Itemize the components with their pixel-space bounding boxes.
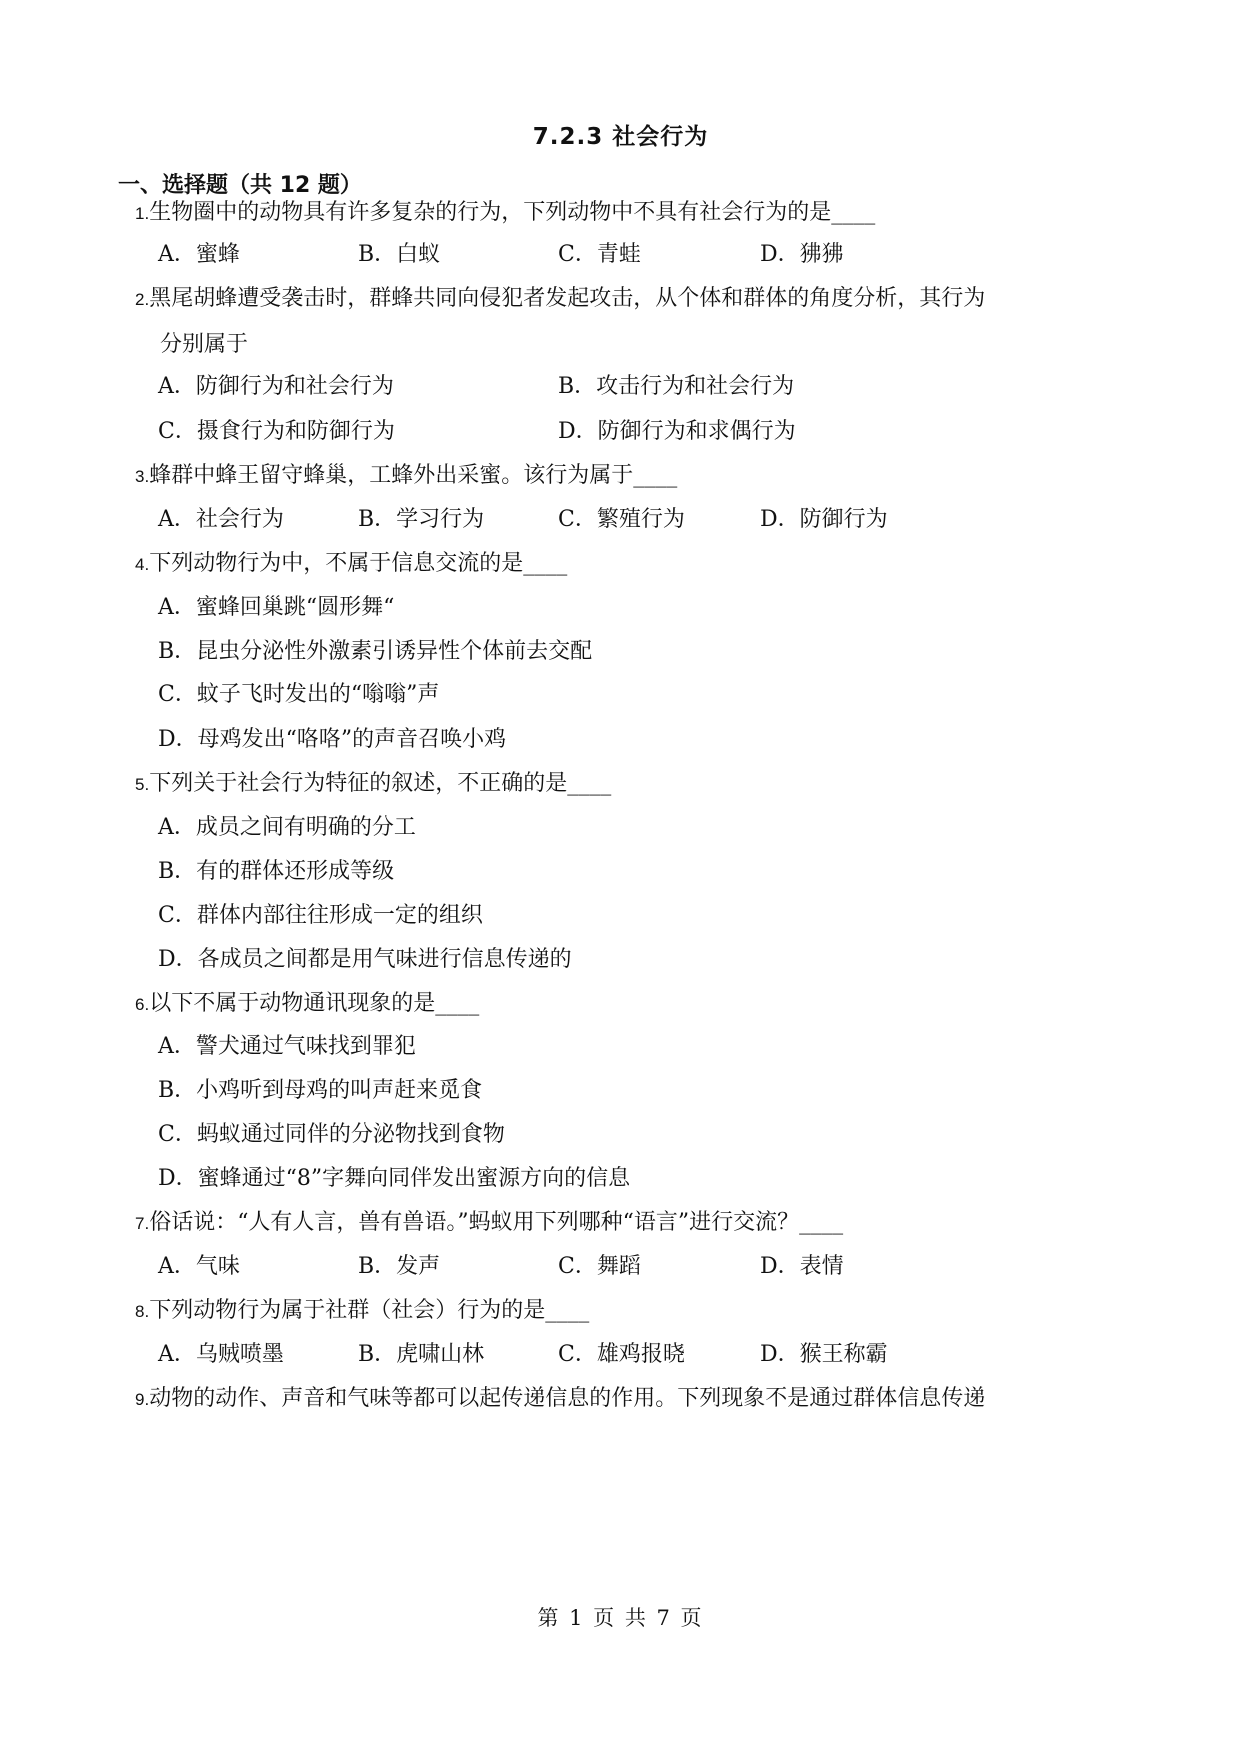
- option-d: D．蜜蜂通过“8”字舞向同伴发出蜜源方向的信息: [158, 1166, 631, 1191]
- option-b: B．攻击行为和社会行为: [558, 374, 795, 399]
- question-text: 以下不属于动物通讯现象的是____: [149, 991, 480, 1016]
- option-c: C．摄食行为和防御行为: [158, 419, 395, 444]
- option-c: C．繁殖行为: [558, 507, 685, 532]
- option-c: C．舞蹈: [558, 1254, 641, 1279]
- option-a: A．气味: [158, 1254, 240, 1279]
- question-text: 下列动物行为属于社群（社会）行为的是____: [149, 1298, 590, 1323]
- option-b: B．发声: [358, 1254, 441, 1279]
- question-number: 5.: [135, 775, 150, 794]
- option-d: D．各成员之间都是用气味进行信息传递的: [158, 947, 572, 972]
- question-text: 黑尾胡蜂遭受袭击时，群蜂共同向侵犯者发起攻击，从个体和群体的角度分析，其行为: [149, 286, 986, 311]
- question-5: [135, 771, 611, 798]
- question-number: 1.: [135, 204, 150, 223]
- option-c: C．群体内部往往形成一定的组织: [158, 903, 483, 928]
- option-c: C．青蛙: [558, 242, 641, 267]
- option-b: B．有的群体还形成等级: [158, 859, 395, 884]
- question-number: 6.: [135, 995, 150, 1014]
- option-b: B．学习行为: [358, 507, 485, 532]
- question-number: 3.: [135, 467, 150, 486]
- question-number: 2.: [135, 290, 150, 309]
- option-a: A．警犬通过气味找到罪犯: [158, 1034, 416, 1059]
- option-c: C．蚊子飞时发出的“嗡嗡”声: [158, 682, 440, 707]
- question-number: 8.: [135, 1302, 150, 1321]
- question-7: [135, 1210, 843, 1237]
- option-a: A．蜜蜂回巢跳“圆形舞“: [158, 595, 395, 620]
- question-number: 9.: [135, 1390, 150, 1409]
- question-2: [135, 286, 985, 313]
- option-a: A．蜜蜂: [158, 242, 240, 267]
- question-text: 下列动物行为中，不属于信息交流的是____: [149, 551, 568, 576]
- option-a: A．乌贼喷墨: [158, 1342, 284, 1367]
- question-text-continued: 分别属于: [160, 332, 249, 357]
- question-text: 动物的动作、声音和气味等都可以起传递信息的作用。下列现象不是通过群体信息传递: [149, 1386, 986, 1411]
- option-d: D．防御行为: [760, 507, 888, 532]
- question-6: [135, 991, 479, 1018]
- option-d: D．表情: [760, 1254, 844, 1279]
- option-a: A．防御行为和社会行为: [158, 374, 394, 399]
- question-text: 生物圈中的动物具有许多复杂的行为，下列动物中不具有社会行为的是____: [149, 200, 876, 225]
- question-number: 4.: [135, 555, 150, 574]
- page-footer: 第 1 页 共 7 页: [537, 1606, 704, 1630]
- option-d: D．猴王称霸: [760, 1342, 888, 1367]
- option-a: A．成员之间有明确的分工: [158, 815, 416, 840]
- question-3: [135, 463, 677, 490]
- option-b: B．昆虫分泌性外激素引诱异性个体前去交配: [158, 639, 593, 664]
- option-d: D．防御行为和求偶行为: [558, 419, 796, 444]
- question-text: 蜂群中蜂王留守蜂巢，工蜂外出采蜜。该行为属于____: [149, 463, 678, 488]
- option-b: B．虎啸山林: [358, 1342, 485, 1367]
- option-d: D．母鸡发出“咯咯”的声音召唤小鸡: [158, 727, 507, 752]
- option-b: B．白蚁: [358, 242, 441, 267]
- option-d: D．狒狒: [760, 242, 844, 267]
- page-title: 7.2.3 社会行为: [532, 124, 709, 150]
- question-8: [135, 1298, 589, 1325]
- question-9: [135, 1386, 985, 1413]
- section-heading: 一、选择题（共 12 题）: [118, 173, 362, 198]
- question-1: [135, 200, 875, 227]
- option-a: A．社会行为: [158, 507, 284, 532]
- option-c: C．雄鸡报晓: [558, 1342, 685, 1367]
- option-c: C．蚂蚁通过同伴的分泌物找到食物: [158, 1122, 505, 1147]
- option-b: B．小鸡听到母鸡的叫声赶来觅食: [158, 1078, 483, 1103]
- question-4: [135, 551, 567, 578]
- question-number: 7.: [135, 1214, 150, 1233]
- question-text: 下列关于社会行为特征的叙述，不正确的是____: [149, 771, 612, 796]
- question-text: 俗话说：“人有人言，兽有兽语。”蚂蚁用下列哪种“语言”进行交流？____: [149, 1210, 844, 1235]
